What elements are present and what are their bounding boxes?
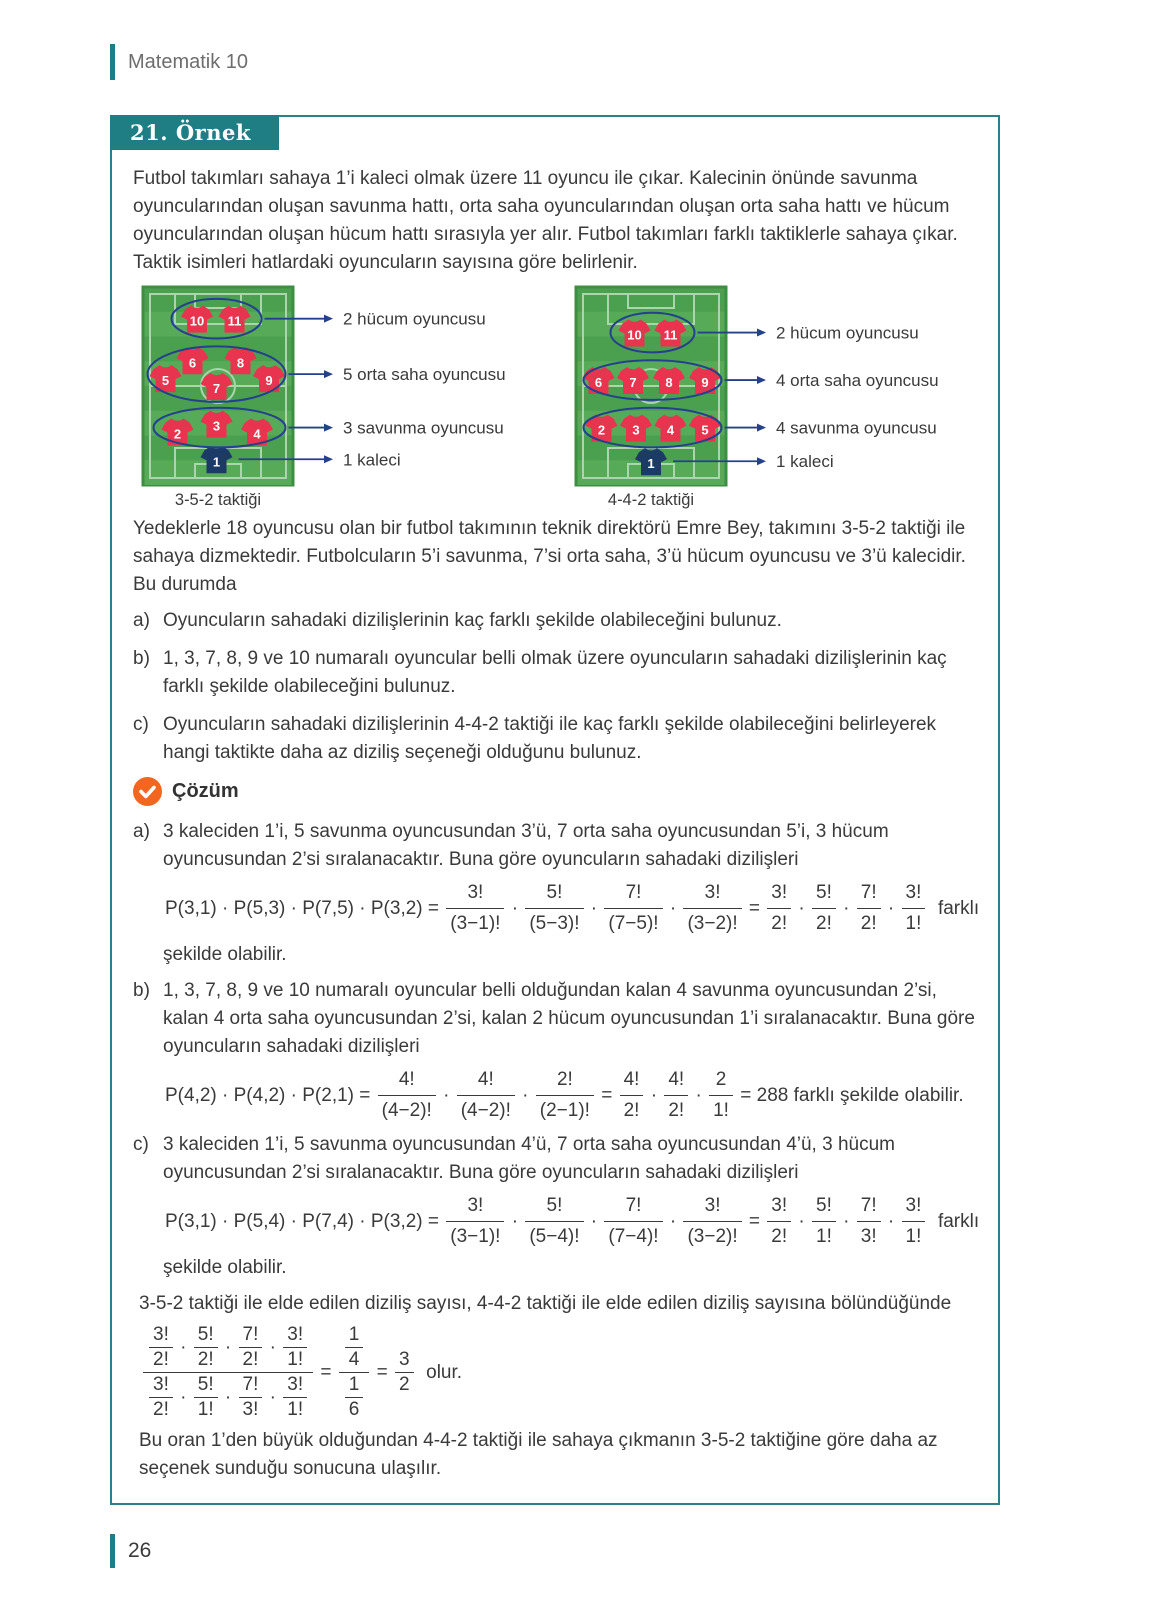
formation-diagrams (135, 285, 977, 513)
svg-text:2: 2 (173, 426, 182, 442)
arrowhead (324, 370, 333, 378)
fraction: $\frac{3!}{(3-1)!}$ (446, 1192, 504, 1251)
fraction: $\frac{7!}{2!}$ (239, 1324, 263, 1371)
page-number-row (110, 1534, 151, 1568)
solution-header (133, 777, 977, 806)
fraction: $\frac{4!}{(4-2)!}$ (457, 1066, 515, 1125)
formula-b: P(4,2) · P(4,2) · P(2,1) = $\frac{4!}{(4-2)!}$ · $\frac{4!}{(4-2)!}$ · $\frac{2!}{(2-1)!}$ = $\frac{4!}{2!}$ · $\frac{4!}{2!}$ · $\frac{2}{1!}$ = 288 farklı şekilde olabilir. (165, 1066, 977, 1125)
part-label: a) (133, 821, 150, 842)
svg-text:1: 1 (647, 456, 655, 472)
check-circle-icon (133, 777, 162, 806)
item-text: Oyuncuların sahadaki dizilişlerinin kaç farklı şekilde olabileceğini bulunuz. (163, 610, 782, 631)
fraction: $\frac{5!}{(5-3)!}$ (525, 879, 583, 938)
fraction: $\frac{7!}{3!}$ (857, 1192, 881, 1251)
solution-part-c (133, 1131, 980, 1282)
fraction: $\frac{3!}{2!}$ (149, 1374, 173, 1421)
page-number: 26 (128, 1539, 152, 1562)
solution-title: Çözüm (172, 780, 239, 802)
problem-setup: Yedeklerle 18 oyuncusu olan bir futbol takımının teknik direktörü Emre Bey, takımını 3-5-2 taktiği ile sahaya dizmektedir. Futbolcuların 5’i savunma, 7’si orta saha, 3’ü hücum oyuncusu ve 3’ü kalecidir. Bu durumda (133, 518, 966, 595)
conclusion: Bu oran 1’den büyük olduğundan 4-4-2 taktiği ile sahaya çıkmanın 3-5-2 taktiğine göre daha az seçenek sunduğu sonucuna ulaşılır. (139, 1430, 938, 1479)
ratio-intro: 3-5-2 taktiği ile elde edilen diziliş sayısı, 4-4-2 taktiği ile elde edilen diziliş sayısına bölündüğünde (139, 1293, 952, 1314)
fraction: $\frac{5!}{1!}$ (812, 1192, 836, 1251)
fraction: $\frac{3!}{2!}$ · $\frac{5!}{2!}$ · $\frac{7!}{2!}$ · $\frac{3!}{1!}$ $\frac{3!}{2!}$ · $\frac{5!}{1!}$ · $\frac{7!}{3!}$ · $\frac{3!}{1!}$ (143, 1324, 313, 1421)
svg-text:1: 1 (212, 454, 221, 470)
page-number-accent-bar (110, 1534, 115, 1568)
fraction: $\frac{7!}{(7-5)!}$ (604, 879, 662, 938)
fraction: $\frac{3!}{(3-2)!}$ (683, 1192, 741, 1251)
part-text: 3 kaleciden 1’i, 5 savunma oyuncusundan 4’ü, 7 orta saha oyuncusundan 4’ü, 3 hücum oyuncusundan 2’si sıralanacaktır. Buna göre oyuncuların sahadaki dizilişleri (163, 1134, 895, 1183)
svg-text:11: 11 (663, 327, 678, 343)
fraction: $\frac{7!}{2!}$ (857, 879, 881, 938)
item-label: b) (133, 648, 150, 669)
fraction: $\frac{1}{4}$ (345, 1324, 364, 1371)
page-header (110, 44, 248, 80)
arrowhead (757, 424, 766, 432)
solution-part-a (133, 818, 980, 969)
arrowhead (757, 457, 766, 465)
arrowhead (324, 424, 333, 432)
arrowhead (324, 455, 333, 463)
formation-diagram-4-4-2 (568, 285, 983, 513)
fraction: $\frac{5!}{2!}$ (812, 879, 836, 938)
group-label: 3 savunma oyuncusu (343, 418, 504, 438)
example-box (110, 115, 1000, 1505)
fraction: $\frac{4!}{2!}$ (664, 1066, 688, 1125)
svg-text:2: 2 (597, 422, 606, 438)
group-label: 4 orta saha oyuncusu (776, 371, 939, 391)
fraction: $\frac{2!}{(2-1)!}$ (536, 1066, 594, 1125)
fraction (339, 1324, 370, 1421)
svg-text:3: 3 (212, 418, 221, 434)
svg-text:4: 4 (253, 426, 261, 442)
fraction: $\frac{5!}{1!}$ (194, 1374, 218, 1421)
fraction: $\frac{3!}{1!}$ (283, 1324, 307, 1371)
ratio-formula: $\frac{3!}{2!}$ · $\frac{5!}{2!}$ · $\frac{7!}{2!}$ · $\frac{3!}{1!}$ $\frac{3!}{2!}$ · $\frac{5!}{1!}$ · $\frac{7!}{3!}$ · $\frac{3!}{1!}$ = $\frac{\frac{1}{4}}{\frac{1}{6}}$ = $\frac{3}{2}$ olur. (141, 1324, 977, 1421)
fraction: $\frac{3!}{2!}$ (767, 1192, 791, 1251)
svg-text:5: 5 (161, 373, 170, 389)
svg-text:5: 5 (701, 422, 709, 438)
part-text: 3 kaleciden 1’i, 5 savunma oyuncusundan 3’ü, 7 orta saha oyuncusundan 5’i, 3 hücum oyuncusundan 2’si sıralanacaktır. Buna göre oyuncuların sahadaki dizilişleri (163, 821, 889, 870)
item-text: Oyuncuların sahadaki dizilişlerinin 4-4-2 taktiği ile kaç farklı şekilde olabileceğini belirleyerek hangi taktikte daha az diziliş seçeneği olduğunu bulunuz. (163, 714, 937, 763)
fraction: $\frac{5!}{(5-4)!}$ (525, 1192, 583, 1251)
problem-item-a (133, 607, 977, 635)
intro-paragraph: Futbol takımları sahaya 1’i kaleci olmak üzere 11 oyuncu ile çıkar. Kalecinin önünde savunma oyuncularından oluşan savunma hattı, orta saha oyuncularından oluşan orta saha hattı ve hücum oyuncularından oluşan hücum hattı sırasıyla yer alır. Futbol takımları farklı taktiklerle sahaya çıkar. Taktik isimleri hatlardaki oyuncuların sayısına göre belirlenir. (133, 168, 958, 273)
fraction: $\frac{7!}{3!}$ (239, 1374, 263, 1421)
fraction: $\frac{3!}{2!}$ (767, 879, 791, 938)
svg-text:3: 3 (632, 422, 640, 438)
fraction: $\frac{5!}{2!}$ (194, 1324, 218, 1371)
item-label: c) (133, 714, 149, 735)
svg-text:6: 6 (594, 375, 603, 391)
svg-text:7: 7 (629, 375, 637, 391)
arrowhead (324, 315, 333, 323)
formula-c-continuation: şekilde olabilir. (163, 1257, 287, 1278)
solution-part-b (133, 977, 977, 1125)
svg-text:8: 8 (665, 375, 673, 391)
formation-pitch-svg (135, 285, 550, 513)
diagram-caption: 4-4-2 taktiği (607, 491, 695, 509)
fraction: $\frac{3!}{2!}$ (149, 1324, 173, 1371)
part-label: b) (133, 980, 150, 1001)
svg-text:10: 10 (189, 313, 205, 329)
arrowhead (757, 376, 766, 384)
fraction: $\frac{3!}{(3-2)!}$ (683, 879, 741, 938)
fraction: $\frac{1}{6}$ (345, 1374, 364, 1421)
svg-text:7: 7 (212, 381, 221, 396)
problem-item-b (133, 645, 977, 701)
fraction: $\frac{3}{2}$ (395, 1349, 414, 1396)
part-label: c) (133, 1134, 149, 1155)
svg-text:9: 9 (265, 373, 273, 389)
svg-text:4: 4 (666, 422, 675, 438)
fraction: $\frac{3!}{1!}$ (283, 1374, 307, 1421)
arrowhead (757, 329, 766, 337)
fraction: $\frac{3!}{(3-1)!}$ (446, 879, 504, 938)
svg-text:10: 10 (627, 327, 642, 343)
formation-pitch-svg (568, 285, 983, 513)
svg-text:9: 9 (701, 375, 709, 391)
diagram-caption: 3-5-2 taktiği (174, 491, 262, 509)
formula-a: P(3,1) · P(5,3) · P(7,5) · P(3,2) = $\frac{3!}{(3-1)!}$ · $\frac{5!}{(5-3)!}$ · $\frac{7!}{(7-5)!}$ · $\frac{3!}{(3-2)!}$ = $\frac{3!}{2!}$ · $\frac{5!}{2!}$ · $\frac{7!}{2!}$ · $\frac{3!}{1!}$ farklı (165, 879, 977, 938)
item-label: a) (133, 610, 150, 631)
group-label: 1 kaleci (343, 450, 401, 470)
fraction: $\frac{3!}{1!}$ (902, 879, 926, 938)
fraction: $\frac{2}{1!}$ (709, 1066, 733, 1125)
problem-item-c (133, 711, 977, 767)
svg-text:11: 11 (227, 313, 242, 329)
group-label: 4 savunma oyuncusu (776, 418, 937, 438)
svg-text:8: 8 (236, 355, 245, 371)
group-label: 1 kaleci (776, 452, 834, 472)
fraction: $\frac{4!}{(4-2)!}$ (378, 1066, 436, 1125)
item-text: 1, 3, 7, 8, 9 ve 10 numaralı oyuncular belli olmak üzere oyuncuların sahadaki dizilişlerinin kaç farklı şekilde olabileceğini bulunuz. (163, 648, 947, 697)
formula-a-continuation: şekilde olabilir. (163, 944, 287, 965)
header-accent-bar (110, 44, 115, 80)
fraction: $\frac{7!}{(7-4)!}$ (604, 1192, 662, 1251)
part-text: 1, 3, 7, 8, 9 ve 10 numaralı oyuncular belli olduğundan kalan 4 savunma oyuncusundan 2’si, kalan 4 orta saha oyuncusundan 2’si, kalan 2 hücum oyuncusundan 1’i sıralanacaktır. Buna göre oyuncuların sahadaki dizilişleri (163, 980, 975, 1057)
ratio-section (139, 1290, 977, 1483)
formation-diagram-3-5-2 (135, 285, 550, 513)
group-label: 2 hücum oyuncusu (776, 323, 919, 343)
fraction: $\frac{4!}{2!}$ (620, 1066, 644, 1125)
fraction: $\frac{3!}{1!}$ (902, 1192, 926, 1251)
group-label: 5 orta saha oyuncusu (343, 365, 506, 385)
example-badge: 21. Örnek (110, 115, 279, 150)
formula-c: P(3,1) · P(5,4) · P(7,4) · P(3,2) = $\frac{3!}{(3-1)!}$ · $\frac{5!}{(5-4)!}$ · $\frac{7!}{(7-4)!}$ · $\frac{3!}{(3-2)!}$ = $\frac{3!}{2!}$ · $\frac{5!}{1!}$ · $\frac{7!}{3!}$ · $\frac{3!}{1!}$ farklı (165, 1192, 977, 1251)
course-title: Matematik 10 (128, 50, 249, 73)
group-label: 2 hücum oyuncusu (343, 309, 486, 329)
svg-text:6: 6 (188, 355, 197, 371)
